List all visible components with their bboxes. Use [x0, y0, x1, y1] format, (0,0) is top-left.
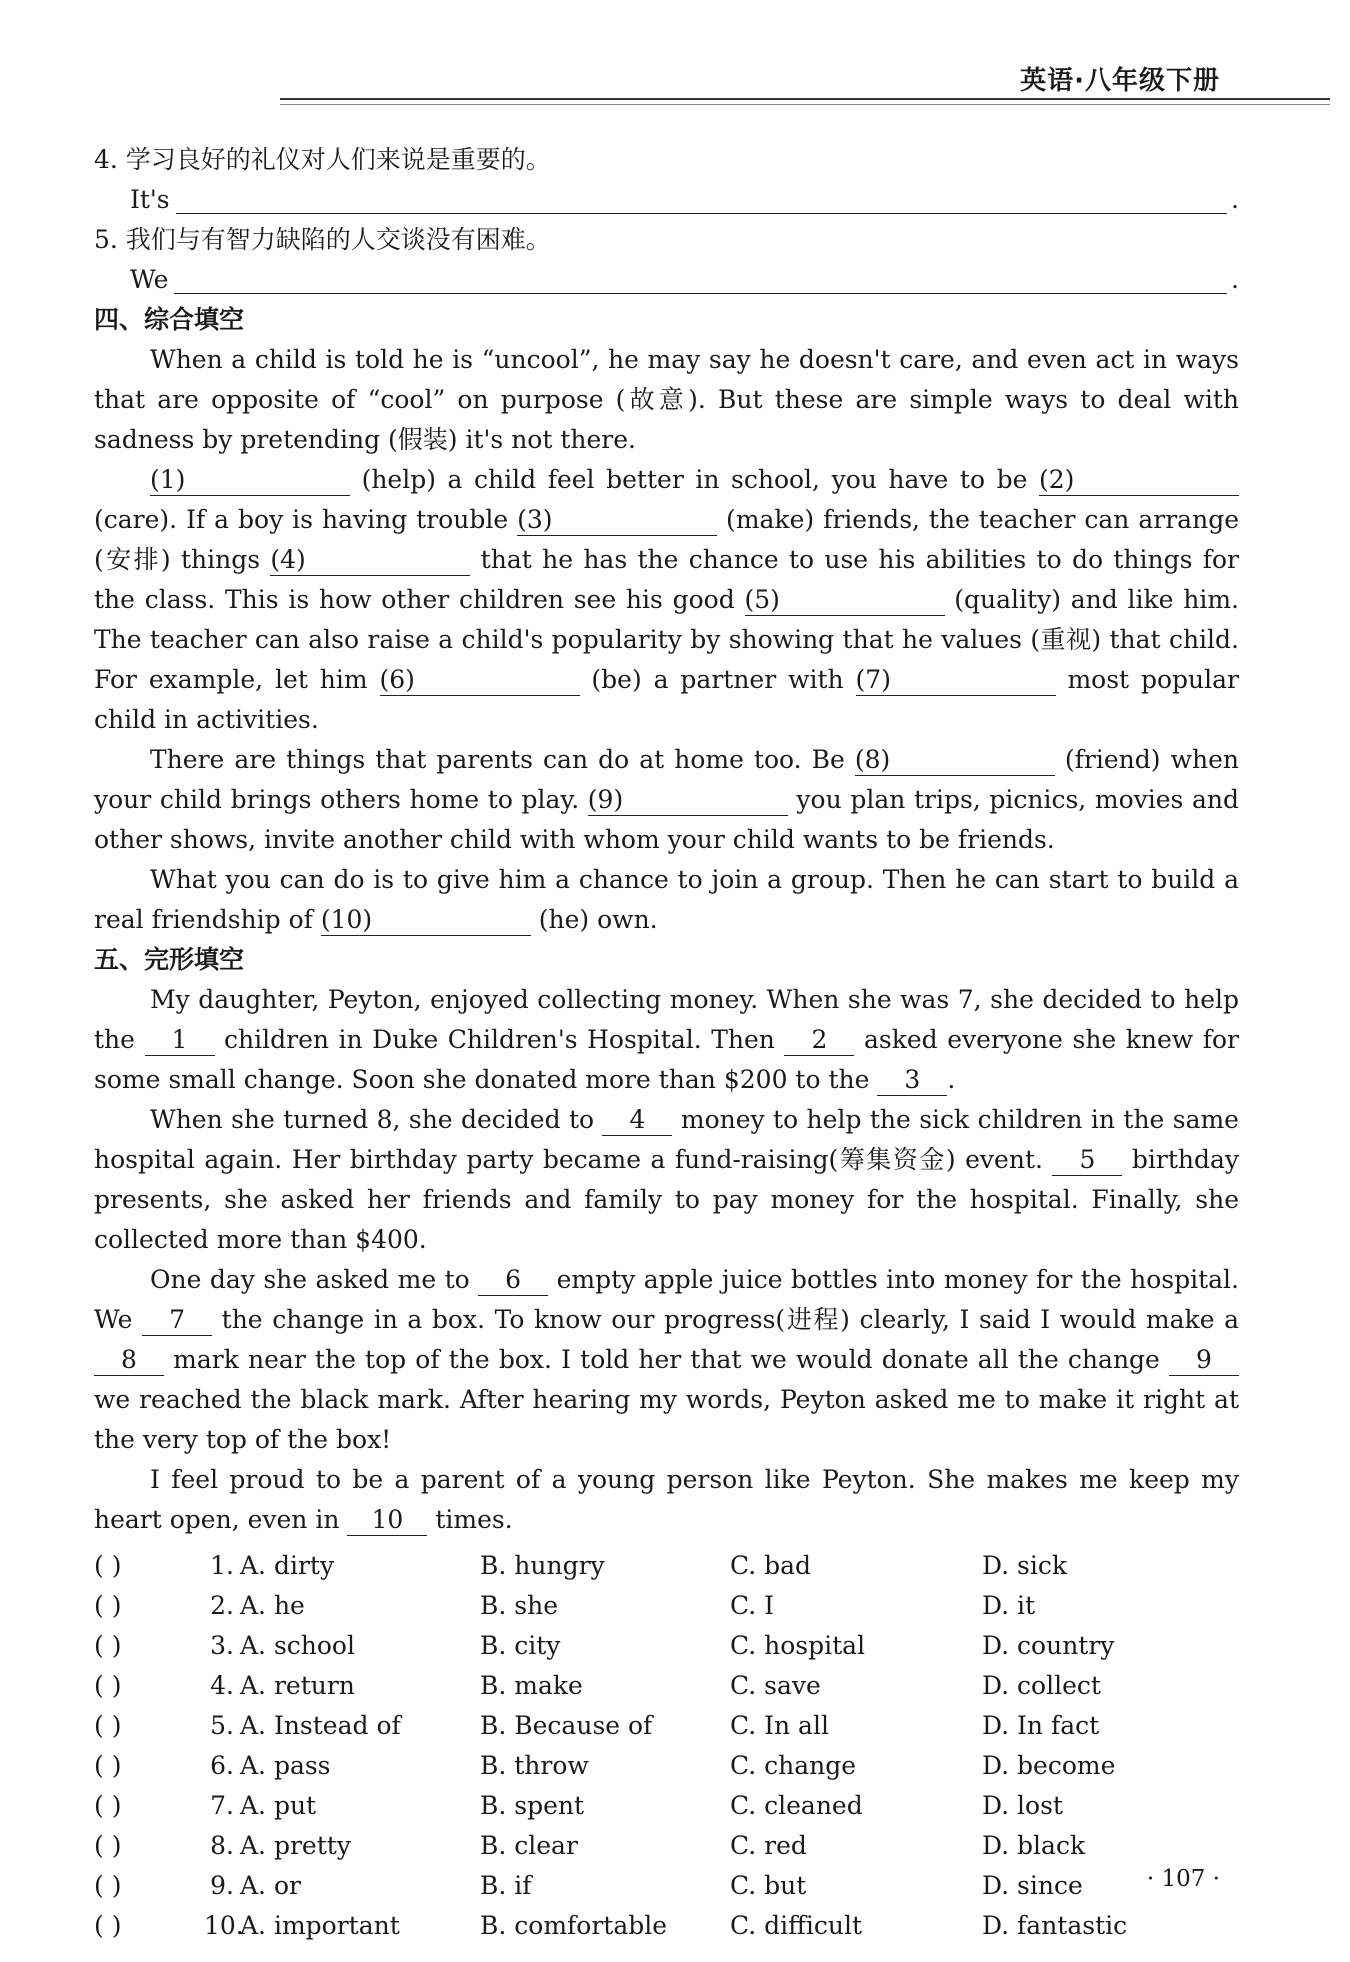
passage-text: (friend) when your child brings others home to play. — [94, 745, 1239, 814]
passage-text: There are things that parents can do at home too. Be — [150, 745, 855, 774]
option-a[interactable]: A. he — [240, 1591, 305, 1620]
answer-end: . — [1231, 265, 1239, 294]
answer-paren[interactable]: ( ) — [94, 1791, 122, 1820]
passage-text: I feel proud to be a parent of a young person like Peyton. She makes me keep my heart open, even in — [94, 1465, 1239, 1534]
passage-text: empty apple juice bottles into money for the hospital. We — [94, 1265, 1239, 1334]
passage-text: (quality) and like him. The teacher can also raise a child's popularity by showing that he values (重视) that child. For example, let him — [94, 585, 1239, 694]
passage-text: most popular child in activities. — [94, 665, 1240, 734]
option-row — [94, 1786, 1239, 1826]
option-a[interactable]: A. or — [240, 1871, 301, 1900]
cloze-blank-5[interactable]: 5 — [1052, 1145, 1122, 1176]
option-a[interactable]: A. important — [240, 1911, 400, 1940]
option-row — [94, 1546, 1239, 1586]
fill-blank-6[interactable]: (6) — [380, 665, 580, 696]
passage-text: (make) friends, the teacher can arrange (安排) things — [94, 505, 1239, 574]
passage-text: asked everyone she knew for some small change. Soon she donated more than $200 to the — [94, 1025, 1240, 1094]
passage-text: (help) a child feel better in school, you have to be — [350, 465, 1039, 494]
option-c[interactable]: C. In all — [730, 1711, 829, 1740]
fill-blank-3[interactable]: (3) — [517, 505, 717, 536]
option-b[interactable]: B. Because of — [480, 1711, 653, 1740]
option-d[interactable]: D. since — [982, 1871, 1083, 1900]
option-d[interactable]: D. become — [982, 1751, 1116, 1780]
section-heading-cloze-choice: 五、完形填空 — [94, 945, 245, 974]
option-b[interactable]: B. throw — [480, 1751, 589, 1780]
option-a[interactable]: A. school — [240, 1631, 355, 1660]
answer-lead: It's — [130, 185, 170, 214]
cloze-blank-2[interactable]: 2 — [784, 1025, 854, 1056]
option-a[interactable]: A. return — [240, 1671, 355, 1700]
answer-paren[interactable]: ( ) — [94, 1871, 122, 1900]
cloze-blank-10[interactable]: 10 — [347, 1505, 427, 1536]
option-row — [94, 1866, 1239, 1906]
option-c[interactable]: C. bad — [730, 1551, 812, 1580]
fill-blank-1[interactable]: (1) — [150, 465, 350, 496]
header-rule-thin — [280, 104, 1330, 105]
worksheet-content — [94, 140, 1239, 1946]
question-number: 9. — [210, 1871, 234, 1900]
option-a[interactable]: A. pretty — [240, 1831, 351, 1860]
option-b[interactable]: B. hungry — [480, 1551, 605, 1580]
passage-text: children in Duke Children's Hospital. Then — [214, 1025, 785, 1054]
option-d[interactable]: D. country — [982, 1631, 1115, 1660]
option-c[interactable]: C. cleaned — [730, 1791, 863, 1820]
answer-paren[interactable]: ( ) — [94, 1591, 122, 1620]
option-c[interactable]: C. but — [730, 1871, 807, 1900]
option-d[interactable]: D. black — [982, 1831, 1086, 1860]
fill-blank-5[interactable]: (5) — [745, 585, 945, 616]
passage-text: (he) own. — [530, 905, 658, 934]
option-row — [94, 1826, 1239, 1866]
passage-text: the change in a box. To know our progress(进程) clearly, I said I would make a — [212, 1305, 1239, 1334]
answer-blank[interactable] — [174, 265, 1227, 294]
option-b[interactable]: B. clear — [480, 1831, 578, 1860]
option-b[interactable]: B. comfortable — [480, 1911, 668, 1940]
option-d[interactable]: D. collect — [982, 1671, 1101, 1700]
option-c[interactable]: C. change — [730, 1751, 857, 1780]
option-row — [94, 1746, 1239, 1786]
option-c[interactable]: C. save — [730, 1671, 821, 1700]
option-b[interactable]: B. she — [480, 1591, 558, 1620]
option-b[interactable]: B. city — [480, 1631, 561, 1660]
passage-text: money to help the sick children in the same hospital again. Her birthday party became a fund-raising(筹集资金) event. — [94, 1105, 1239, 1174]
passage-paragraph — [94, 740, 1239, 860]
passage-paragraph — [94, 860, 1239, 940]
answer-end: . — [1231, 185, 1239, 214]
fill-blank-10[interactable]: (10) — [321, 905, 531, 936]
translation-answer-line — [94, 260, 1239, 300]
option-b[interactable]: B. spent — [480, 1791, 585, 1820]
passage-text: we reached the black mark. After hearing my words, Peyton asked me to make it right at the very top of the box! — [94, 1385, 1239, 1454]
passage-text: times. — [427, 1505, 513, 1534]
passage-text: . — [947, 1065, 956, 1094]
answer-lead: We — [130, 265, 169, 294]
passage-paragraph: When a child is told he is “uncool”, he may say he doesn't care, and even act in ways that are opposite of “cool” on purpose (故意). But these are simple ways to deal with sadness by pretending (假装) it's not there. — [94, 345, 1239, 454]
option-row — [94, 1586, 1239, 1626]
option-b[interactable]: B. make — [480, 1671, 583, 1700]
passage-text: mark near the top of the box. I told her that we would donate all the change — [164, 1345, 1169, 1374]
translation-prompt: 4. 学习良好的礼仪对人们来说是重要的。 — [94, 145, 551, 174]
option-row — [94, 1706, 1239, 1746]
passage-text: One day she asked me to — [150, 1265, 479, 1294]
option-a[interactable]: A. pass — [240, 1751, 331, 1780]
answer-paren[interactable]: ( ) — [94, 1711, 122, 1740]
passage-paragraph — [94, 1260, 1239, 1460]
option-d[interactable]: D. fantastic — [982, 1911, 1128, 1940]
option-c[interactable]: C. red — [730, 1831, 807, 1860]
cloze-blank-7[interactable]: 7 — [142, 1305, 212, 1336]
option-c[interactable]: C. I — [730, 1591, 775, 1620]
passage-text: What you can do is to give him a chance to join a group. Then he can start to build a real friendship of — [94, 865, 1239, 934]
cloze-blank-3[interactable]: 3 — [877, 1065, 947, 1096]
fill-blank-4[interactable]: (4) — [270, 545, 470, 576]
answer-paren[interactable]: ( ) — [94, 1831, 122, 1860]
cloze-options-list — [94, 1546, 1239, 1946]
translation-answer-line — [94, 180, 1239, 220]
fill-blank-7[interactable]: (7) — [856, 665, 1056, 696]
passage-text: birthday presents, she asked her friends and family to pay money for the hospital. Finally, she collected more than $400. — [94, 1145, 1240, 1254]
option-d[interactable]: D. In fact — [982, 1711, 1100, 1740]
option-d[interactable]: D. sick — [982, 1551, 1068, 1580]
question-number: 6. — [210, 1751, 234, 1780]
passage-paragraph — [94, 1100, 1239, 1260]
answer-paren[interactable]: ( ) — [94, 1631, 122, 1660]
answer-blank[interactable] — [176, 185, 1227, 214]
option-d[interactable]: D. lost — [982, 1791, 1063, 1820]
answer-paren[interactable]: ( ) — [94, 1911, 122, 1940]
fill-blank-9[interactable]: (9) — [588, 785, 788, 816]
passage-text: you plan trips, picnics, movies and other shows, invite another child with whom your child wants to be friends. — [94, 785, 1240, 854]
question-number: 7. — [210, 1791, 234, 1820]
cloze-blank-9[interactable]: 9 — [1169, 1345, 1239, 1376]
option-row — [94, 1666, 1239, 1706]
option-b[interactable]: B. if — [480, 1871, 532, 1900]
option-row — [94, 1626, 1239, 1666]
translation-item-5 — [94, 220, 1239, 300]
question-number: 4. — [210, 1671, 234, 1700]
translation-prompt: 5. 我们与有智力缺陷的人交谈没有困难。 — [94, 225, 551, 254]
cloze-blank-8[interactable]: 8 — [94, 1345, 164, 1376]
passage-paragraph — [94, 1460, 1239, 1540]
section-heading-cloze-fill: 四、综合填空 — [94, 305, 245, 334]
page-header-title: 英语·八年级下册 — [1020, 66, 1220, 96]
question-number: 8. — [210, 1831, 234, 1860]
passage-text: (care). If a boy is having trouble — [94, 505, 518, 534]
fill-blank-8[interactable]: (8) — [855, 745, 1055, 776]
answer-paren[interactable]: ( ) — [94, 1671, 122, 1700]
cloze-blank-1[interactable]: 1 — [145, 1025, 215, 1056]
option-c[interactable]: C. difficult — [730, 1911, 863, 1940]
question-number: 10. — [204, 1911, 244, 1940]
option-row — [94, 1906, 1239, 1946]
option-a[interactable]: A. Instead of — [240, 1711, 401, 1740]
question-number: 5. — [210, 1711, 234, 1740]
question-number: 3. — [210, 1631, 234, 1660]
option-c[interactable]: C. hospital — [730, 1631, 866, 1660]
passage-text: that he has the chance to use his abilities to do things for the class. This is how other children see his good — [94, 545, 1240, 614]
question-number: 2. — [210, 1591, 234, 1620]
passage-text: My daughter, Peyton, enjoyed collecting money. When she was 7, she decided to help the — [94, 985, 1239, 1054]
option-d[interactable]: D. it — [982, 1591, 1036, 1620]
passage-paragraph — [94, 460, 1239, 740]
answer-paren[interactable]: ( ) — [94, 1551, 122, 1580]
answer-paren[interactable]: ( ) — [94, 1751, 122, 1780]
passage-text: When she turned 8, she decided to — [150, 1105, 603, 1134]
cloze-blank-4[interactable]: 4 — [602, 1105, 672, 1136]
option-a[interactable]: A. dirty — [240, 1551, 335, 1580]
header-rule — [280, 98, 1330, 100]
passage-text: (be) a partner with — [579, 665, 856, 694]
translation-item-4 — [94, 140, 1239, 220]
cloze-blank-6[interactable]: 6 — [478, 1265, 548, 1296]
page-number: · 107 · — [1146, 1866, 1220, 1892]
question-number: 1. — [210, 1551, 234, 1580]
fill-blank-2[interactable]: (2) — [1039, 465, 1239, 496]
passage-paragraph — [94, 980, 1239, 1100]
option-a[interactable]: A. put — [240, 1791, 317, 1820]
